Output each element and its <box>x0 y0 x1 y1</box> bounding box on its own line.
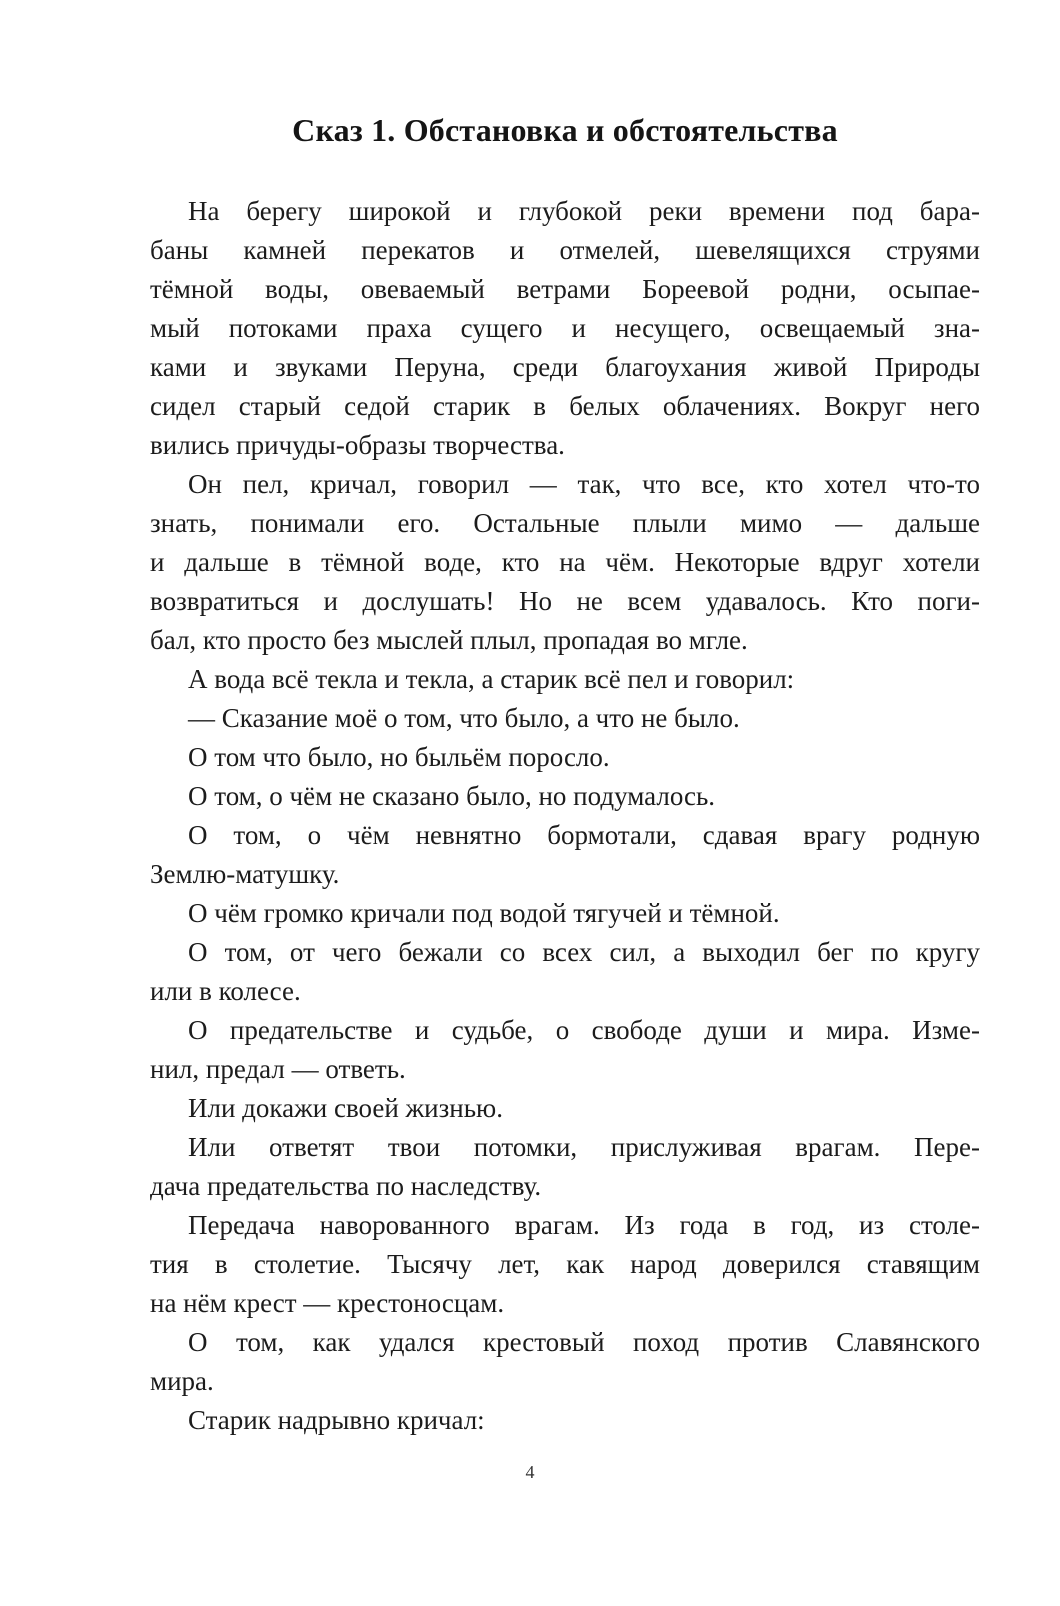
text-line: О чём громко кричали под водой тягучей и тёмной. <box>188 898 780 928</box>
paragraph <box>150 660 980 699</box>
text-line: Землю-матушку. <box>150 859 340 889</box>
text-line: сидел старый седой старик в белых облачениях. Вокруг него <box>150 391 980 421</box>
text-line: Или ответят твои потомки, прислуживая врагам. Пере- <box>188 1132 980 1162</box>
text-line: О том, от чего бежали со всех сил, а выходил бег по кругу <box>188 937 980 967</box>
text-line: О том, как удался крестовый поход против Славянского <box>188 1327 980 1357</box>
text-line: на нём крест — крестоносцам. <box>150 1288 505 1318</box>
text-line: баны камней перекатов и отмелей, шевелящихся струями <box>150 235 980 265</box>
paragraph <box>150 1011 980 1089</box>
text-line: и дальше в тёмной воде, кто на чём. Некоторые вдруг хотели <box>150 547 980 577</box>
text-line: Или докажи своей жизнью. <box>188 1093 503 1123</box>
text-line: Передача наворованного врагам. Из года в год, из столе- <box>188 1210 980 1240</box>
paragraph <box>150 465 980 660</box>
text-line: О том, о чём невнятно бормотали, сдавая врагу родную <box>188 820 980 850</box>
text-line: нил, предал — ответь. <box>150 1054 406 1084</box>
paragraph <box>150 1089 980 1128</box>
text-line: знать, понимали его. Остальные плыли мимо — дальше <box>150 508 980 538</box>
paragraph <box>150 777 980 816</box>
page-number: 4 <box>525 1462 535 1482</box>
paragraph <box>150 1128 980 1206</box>
text-line: тия в столетие. Тысячу лет, как народ доверился ставящим <box>150 1249 980 1279</box>
paragraph <box>150 1401 980 1440</box>
paragraph <box>150 816 980 894</box>
text-line: мира. <box>150 1366 214 1396</box>
text-line: — Сказание моё о том, что было, а что не было. <box>188 703 740 733</box>
paragraph <box>150 1206 980 1323</box>
paragraph <box>150 738 980 777</box>
text-line: вились причуды-образы творчества. <box>150 430 565 460</box>
paragraph <box>150 933 980 1011</box>
chapter-title: Сказ 1. Обстановка и обстоятельства <box>292 112 838 148</box>
text-line: ками и звуками Перуна, среди благоухания живой Природы <box>150 352 980 382</box>
text-line: или в колесе. <box>150 976 301 1006</box>
text-line: О том, о чём не сказано было, но подумалось. <box>188 781 716 811</box>
paragraph <box>150 894 980 933</box>
text-line: дача предательства по наследству. <box>150 1171 542 1201</box>
text-line: Старик надрывно кричал: <box>188 1405 485 1435</box>
text-line: возвратиться и дослушать! Но не всем удавалось. Кто поги- <box>150 586 980 616</box>
text-line: На берегу широкой и глубокой реки времени под бара- <box>188 196 980 226</box>
text-line: Он пел, кричал, говорил — так, что все, кто хотел что-то <box>188 469 980 499</box>
text-line: бал, кто просто без мыслей плыл, пропадая во мгле. <box>150 625 748 655</box>
text-line: О том что было, но быльём поросло. <box>188 742 610 772</box>
text-line: мый потоками праха сущего и несущего, освещаемый зна- <box>150 313 980 343</box>
text-line: О предательстве и судьбе, о свободе души и мира. Изме- <box>188 1015 980 1045</box>
text-line: А вода всё текла и текла, а старик всё пел и говорил: <box>188 664 795 694</box>
paragraph <box>150 1323 980 1401</box>
text-line: тёмной воды, овеваемый ветрами Бореевой родни, осыпае- <box>150 274 980 304</box>
paragraph <box>150 192 980 465</box>
chapter-body <box>150 192 980 1440</box>
paragraph <box>150 699 980 738</box>
